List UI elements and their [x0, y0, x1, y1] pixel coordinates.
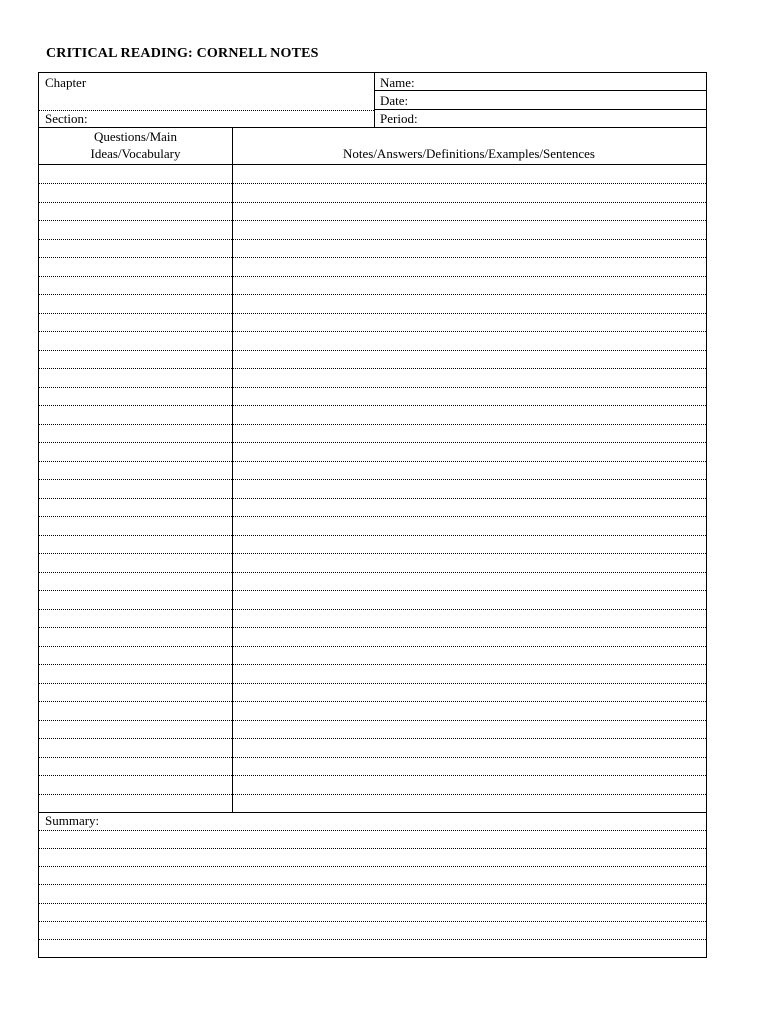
date-rule	[374, 109, 706, 110]
notes-row-line	[39, 183, 706, 184]
notes-row-line	[39, 775, 706, 776]
notes-row-line	[39, 572, 706, 573]
notes-row-line	[39, 350, 706, 351]
notes-row-line	[39, 294, 706, 295]
right-header-text: Notes/Answers/Definitions/Examples/Sentences	[342, 146, 595, 161]
notes-row-line	[39, 609, 706, 610]
notes-bottom-rule	[39, 812, 706, 813]
notes-row-line	[39, 701, 706, 702]
notes-row-line	[39, 368, 706, 369]
notes-row-line	[39, 424, 706, 425]
summary-line	[39, 939, 706, 940]
summary-line	[39, 830, 706, 831]
cornell-notes-sheet	[38, 72, 707, 958]
period-label: Period:	[380, 111, 418, 126]
notes-row-line	[39, 387, 706, 388]
notes-row-line	[39, 461, 706, 462]
notes-row-line	[39, 276, 706, 277]
notes-row-line	[39, 257, 706, 258]
section-label: Section:	[45, 111, 88, 126]
notes-row-line	[39, 405, 706, 406]
summary-line	[39, 866, 706, 867]
chapter-rule	[39, 110, 374, 111]
page-title: CRITICAL READING: CORNELL NOTES	[46, 46, 319, 61]
notes-row-line	[39, 313, 706, 314]
notes-row-line	[39, 738, 706, 739]
notes-row-line	[39, 646, 706, 647]
notes-row-line	[39, 220, 706, 221]
column-header-rule	[39, 164, 706, 165]
notes-row-line	[39, 627, 706, 628]
notes-row-line	[39, 683, 706, 684]
notes-row-line	[39, 794, 706, 795]
summary-line	[39, 884, 706, 885]
left-column-header	[39, 128, 232, 164]
chapter-label: Chapter	[45, 75, 87, 90]
notes-row-line	[39, 239, 706, 240]
notes-row-line	[39, 720, 706, 721]
notes-row-line	[39, 664, 706, 665]
left-header-line1: Questions/Main	[93, 129, 178, 144]
notes-row-line	[39, 553, 706, 554]
summary-line	[39, 848, 706, 849]
date-label: Date:	[380, 93, 409, 108]
summary-line	[39, 903, 706, 904]
notes-row-line	[39, 202, 706, 203]
left-header-line2: Ideas/Vocabulary	[90, 146, 181, 161]
notes-row-line	[39, 516, 706, 517]
name-label: Name:	[380, 75, 415, 90]
right-column-header	[232, 128, 706, 164]
notes-row-line	[39, 479, 706, 480]
notes-row-line	[39, 757, 706, 758]
notes-column-divider	[232, 128, 233, 812]
notes-row-line	[39, 442, 706, 443]
summary-line	[39, 921, 706, 922]
notes-row-line	[39, 535, 706, 536]
notes-row-line	[39, 590, 706, 591]
name-rule	[374, 90, 706, 91]
header-divider	[374, 73, 375, 128]
notes-row-line	[39, 331, 706, 332]
summary-label: Summary:	[45, 813, 100, 828]
notes-row-line	[39, 498, 706, 499]
